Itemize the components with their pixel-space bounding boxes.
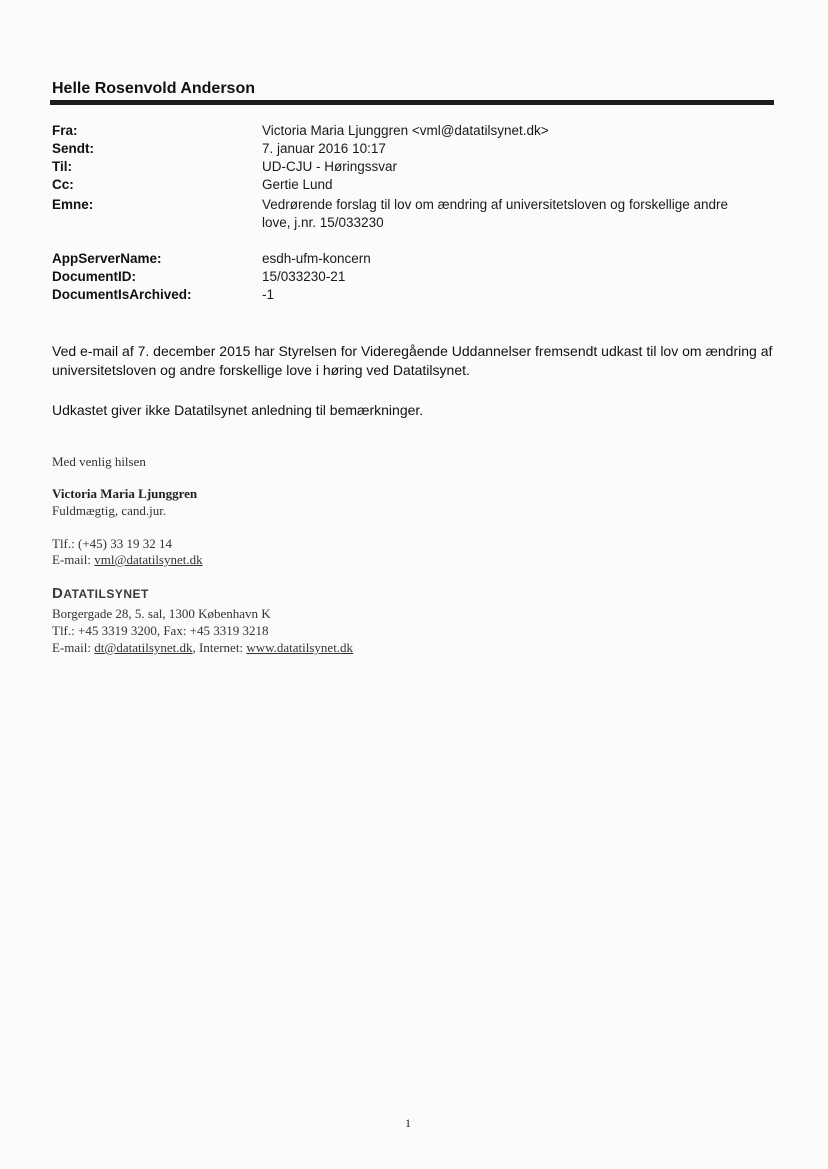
signature-email xyxy=(52,552,203,569)
signature-title: Fuldmægtig, cand.jur. xyxy=(52,503,167,518)
header-divider xyxy=(50,100,774,105)
organization-internet-label: , Internet: xyxy=(192,640,247,655)
organization-email-label: E-mail: xyxy=(52,640,95,655)
meta-archived-label: DocumentIsArchived: xyxy=(52,287,192,302)
meta-document-id-label: DocumentID: xyxy=(52,269,136,284)
field-sent-value: 7. januar 2016 10:17 xyxy=(262,141,386,156)
signature-email-label: E-mail: xyxy=(52,552,95,567)
organization-email-link[interactable]: dt@datatilsynet.dk xyxy=(94,640,193,655)
organization-name xyxy=(52,585,149,603)
field-to-value: UD-CJU - Høringssvar xyxy=(262,159,397,174)
body-paragraph-1-line-1: Ved e-mail af 7. december 2015 har Styrelsen for Videregående Uddannelser fremsendt udkast til lov om ændring af xyxy=(52,343,773,359)
organization-contact xyxy=(52,640,353,657)
field-cc-value: Gertie Lund xyxy=(262,177,333,192)
signature-phone: Tlf.: (+45) 33 19 32 14 xyxy=(52,536,172,551)
organization-name-rest: ATATILSYNET xyxy=(63,587,149,601)
organization-name-initial: D xyxy=(52,585,64,602)
organization-address: Borgergade 28, 5. sal, 1300 København K xyxy=(52,606,271,621)
meta-app-server-label: AppServerName: xyxy=(52,251,162,266)
field-from-label: Fra: xyxy=(52,123,78,138)
signature-email-link[interactable]: vml@datatilsynet.dk xyxy=(94,552,203,567)
organization-website-link[interactable]: www.datatilsynet.dk xyxy=(246,640,354,655)
body-paragraph-2: Udkastet giver ikke Datatilsynet anledning til bemærkninger. xyxy=(52,402,424,418)
field-from-value: Victoria Maria Ljunggren <vml@datatilsynet.dk> xyxy=(262,123,549,138)
document-owner: Helle Rosenvold Anderson xyxy=(52,80,255,97)
field-subject-value-line1: Vedrørende forslag til lov om ændring af universitetsloven og forskellige andre xyxy=(262,197,728,212)
field-to-label: Til: xyxy=(52,159,72,174)
signature-greeting: Med venlig hilsen xyxy=(52,454,146,469)
organization-phone-fax: Tlf.: +45 3319 3200, Fax: +45 3319 3218 xyxy=(52,623,269,638)
meta-app-server-value: esdh-ufm-koncern xyxy=(262,251,371,266)
field-cc-label: Cc: xyxy=(52,177,74,192)
field-subject-value-line2: love, j.nr. 15/033230 xyxy=(262,215,384,230)
field-sent-label: Sendt: xyxy=(52,141,94,156)
meta-document-id-value: 15/033230-21 xyxy=(262,269,346,284)
body-paragraph-1-line-2: universitetsloven og andre forskellige love i høring ved Datatilsynet. xyxy=(52,362,470,378)
field-subject-label: Emne: xyxy=(52,197,94,212)
page-number: 1 xyxy=(405,1116,411,1130)
signature-name: Victoria Maria Ljunggren xyxy=(52,486,198,501)
meta-archived-value: -1 xyxy=(262,287,275,302)
